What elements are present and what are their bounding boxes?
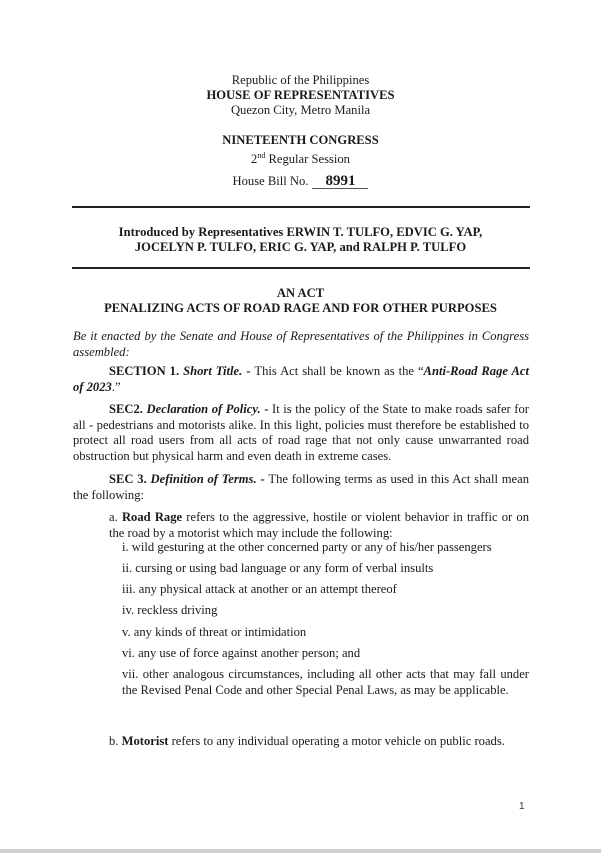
section-3-label: SEC 3. — [109, 472, 147, 486]
session-line — [0, 148, 601, 167]
section-1-text: This Act shall be known as the “ — [254, 364, 424, 378]
definition-a-marker: a. — [109, 510, 122, 524]
definition-a-term: Road Rage — [121, 510, 183, 524]
section-2 — [73, 402, 529, 464]
location-line: Quezon City, Metro Manila — [230, 103, 371, 117]
top-divider — [72, 206, 530, 208]
act-title-line-1: AN ACT — [276, 286, 325, 300]
section-3-dash: - — [256, 472, 269, 486]
section-2-dash: - — [260, 402, 273, 416]
section-1-tail: .” — [111, 379, 121, 394]
bill-number: 8991 — [312, 174, 368, 189]
road-rage-item: i. wild gesturing at the other concerned party or any of his/her passengers — [122, 540, 492, 554]
act-title-line-2: PENALIZING ACTS OF ROAD RAGE AND FOR OTHER PURPOSES — [104, 301, 497, 315]
definition-motorist — [109, 734, 529, 750]
bill-number-line — [0, 174, 601, 189]
house-line: HOUSE OF REPRESENTATIVES — [206, 88, 395, 102]
definition-b-marker: b. — [109, 734, 122, 748]
bill-label: House Bill No. — [232, 174, 309, 188]
road-rage-item: vi. any use of force against another person; and — [122, 646, 361, 660]
definition-b-term: Motorist — [121, 734, 169, 748]
definition-road-rage — [109, 510, 529, 541]
section-1 — [73, 364, 529, 395]
section-3-text: The following terms as used in this Act shall mean the following: — [73, 472, 530, 502]
road-rage-item: vii. other analogous circumstances, including all other acts that may fall under the Revised Penal Code and other Special Penal Laws, as may be applicable. — [122, 667, 529, 697]
section-2-heading: Declaration of Policy. — [146, 402, 261, 416]
session-ordinal: 2 — [251, 152, 258, 167]
bottom-divider — [72, 267, 530, 269]
introduced-line-1: Introduced by Representatives ERWIN T. TULFO, EDVIC G. YAP, — [118, 225, 483, 239]
section-1-dash: - — [242, 364, 255, 378]
introduced-line-2: JOCELYN P. TULFO, ERIC G. YAP, and RALPH P. TULFO — [134, 240, 467, 254]
section-2-label: SEC2. — [109, 402, 143, 416]
section-2-text: It is the policy of the State to make roads safer for all - pedestrians and motorists alike. In this light, policies must therefore be established to protect all road users from all acts of road rage that not only cause unwarranted road obstruction but physical harm and even death in extreme cases. — [73, 402, 529, 463]
congress-line: NINETEENTH CONGRESS — [222, 133, 379, 147]
section-1-label: SECTION 1. — [109, 364, 180, 378]
section-3-heading: Definition of Terms. — [150, 472, 257, 486]
road-rage-item: v. any kinds of threat or intimidation — [122, 625, 307, 639]
section-3 — [73, 472, 529, 503]
section-1-heading: Short Title. — [183, 364, 243, 378]
road-rage-item: iii. any physical attack at another or an attempt thereof — [122, 582, 397, 596]
definition-b-text: refers to any individual operating a motor vehicle on public roads. — [168, 734, 505, 748]
viewer-bottom-edge — [0, 849, 601, 853]
road-rage-item: iv. reckless driving — [122, 603, 218, 617]
road-rage-item: ii. cursing or using bad language or any form of verbal insults — [122, 561, 434, 575]
session-text: Regular Session — [265, 152, 350, 167]
enacting-clause: Be it enacted by the Senate and House of Representatives of the Philippines in Congress assembled: — [73, 329, 529, 359]
page-number: 1 — [519, 801, 525, 812]
session-suffix: nd — [257, 151, 266, 160]
republic-line: Republic of the Philippines — [231, 73, 370, 87]
section-1-short-title: Anti-Road Rage Act of 2023 — [73, 364, 529, 394]
definition-a-text: refers to the aggressive, hostile or violent behavior in traffic or on the road by a motorist which may include the following: — [109, 510, 530, 540]
